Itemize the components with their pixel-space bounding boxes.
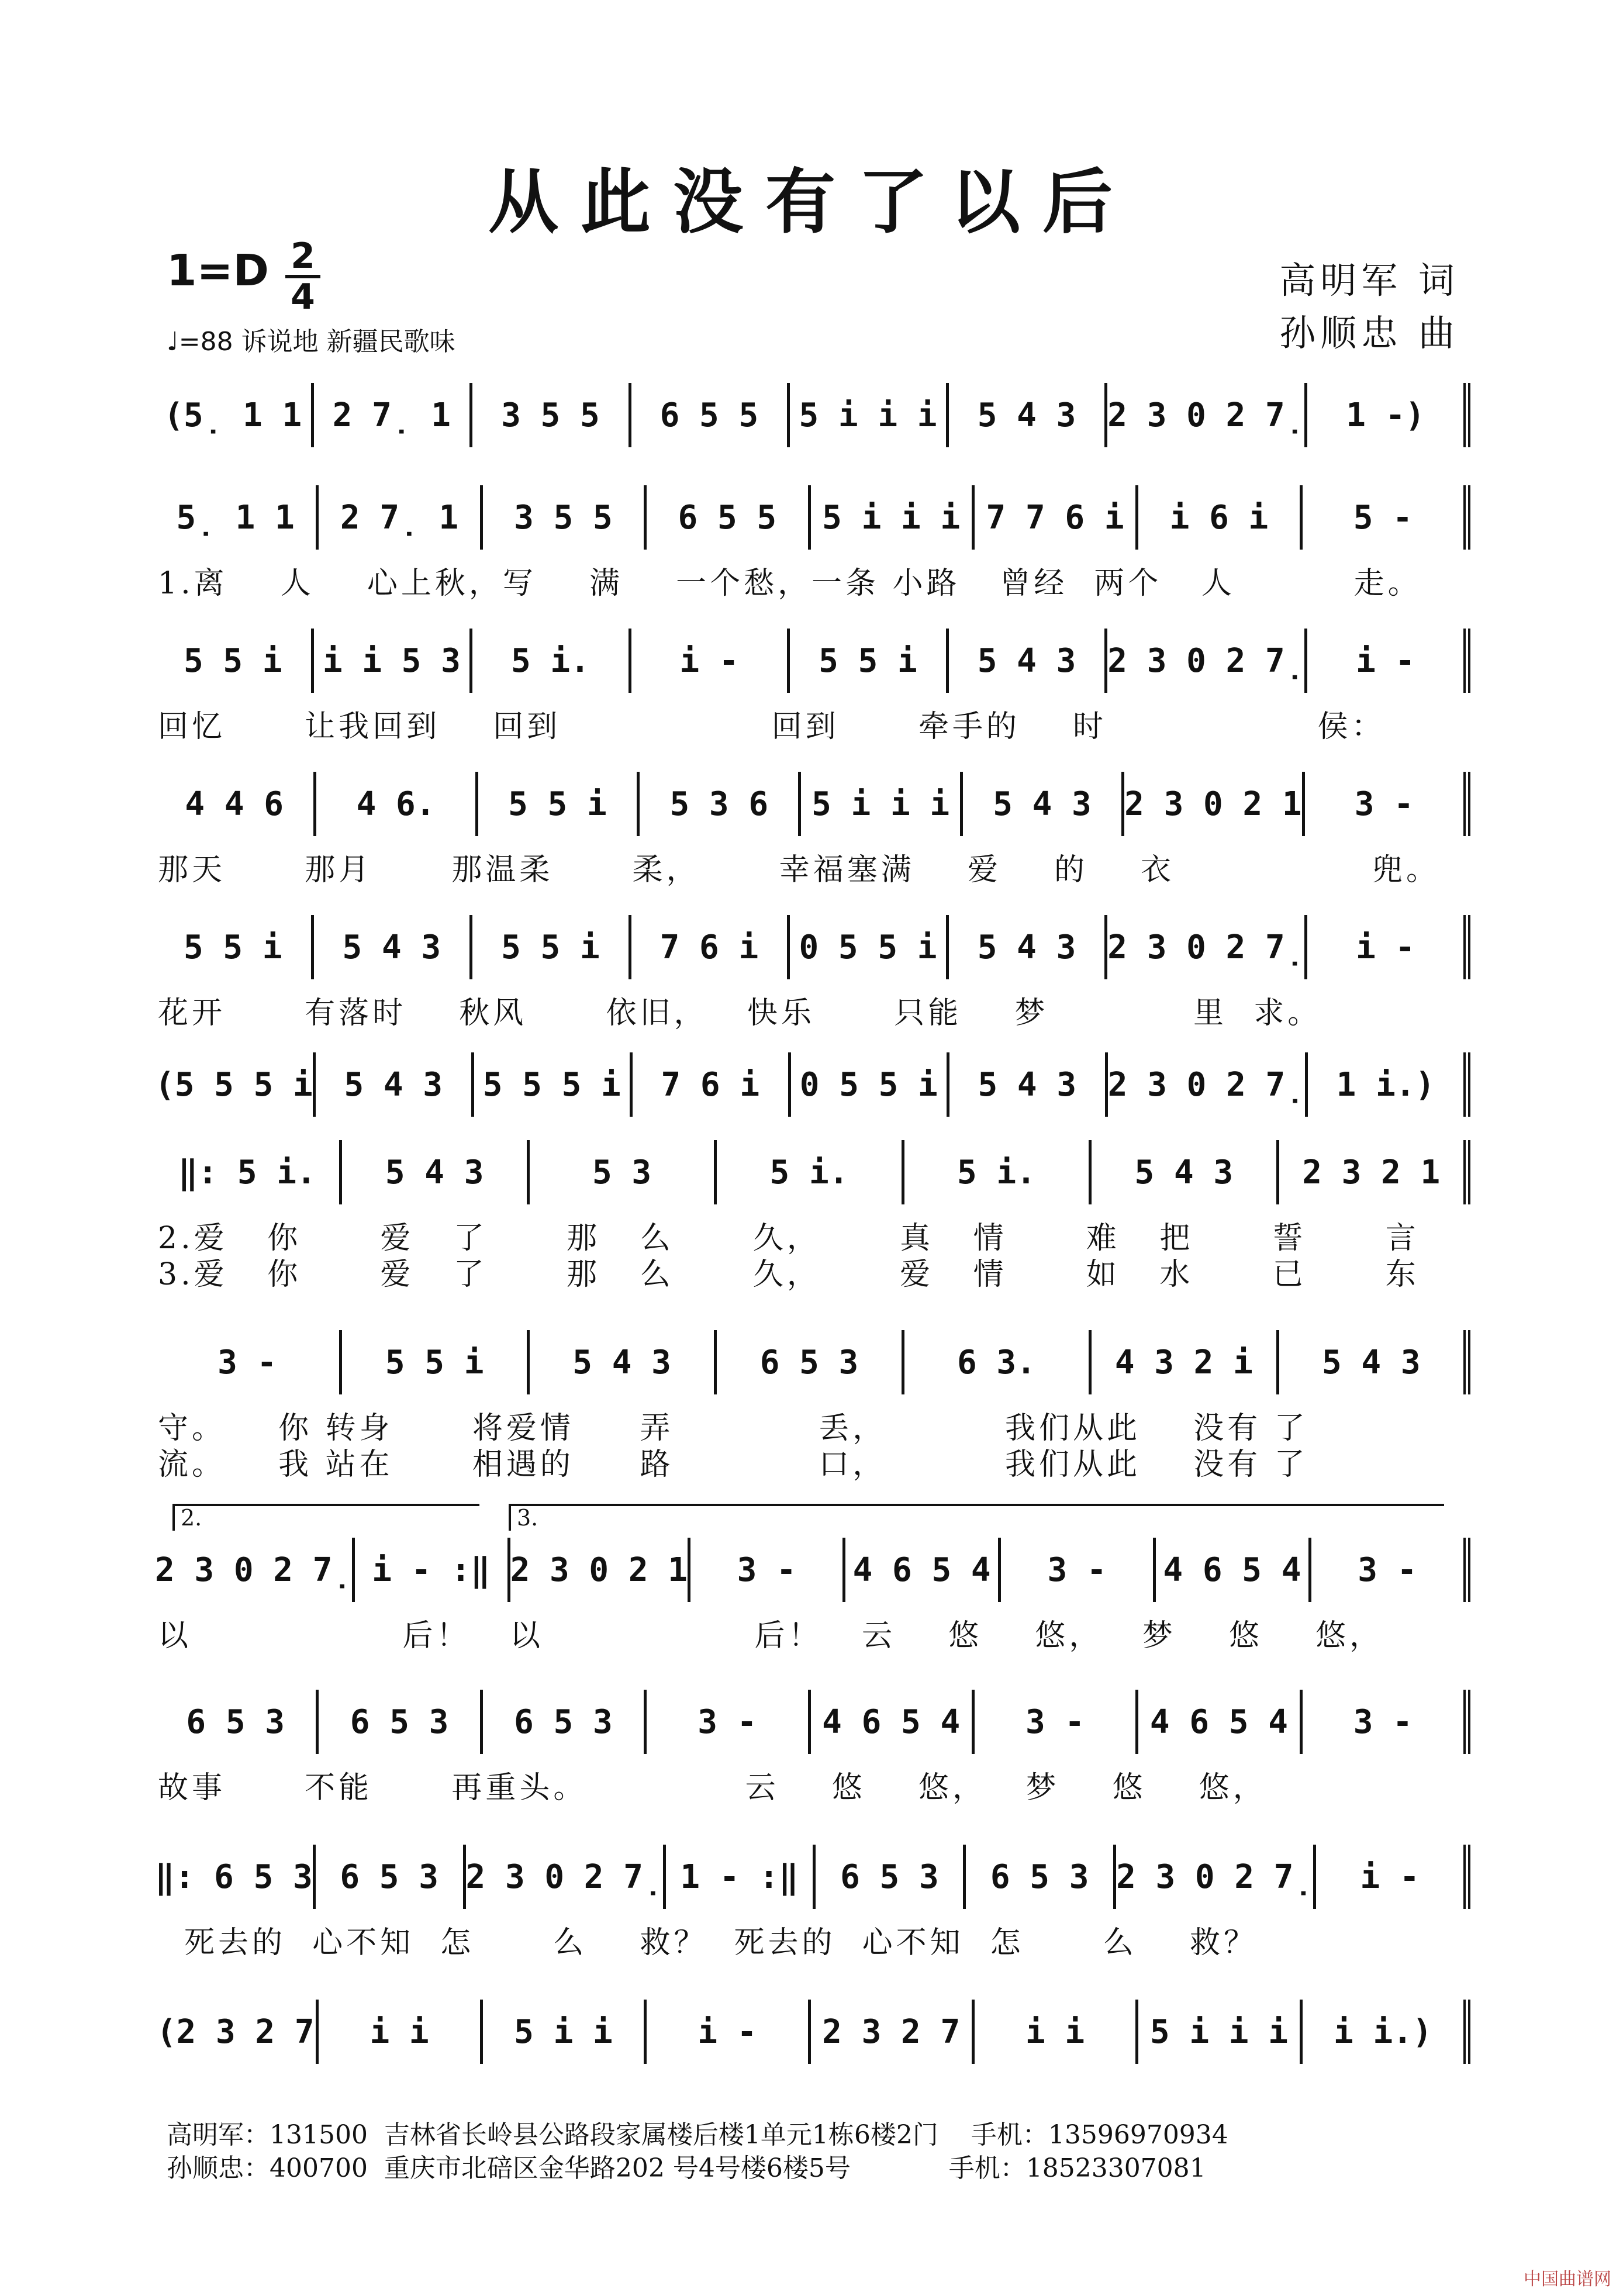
measure: 3 -	[1308, 1538, 1470, 1602]
measure: 4 6 5 4	[842, 1538, 997, 1602]
key-signature: 1=D	[167, 246, 269, 296]
measure: 6 5 3	[963, 1845, 1113, 1909]
measure: 5 i.	[714, 1140, 901, 1204]
score-row	[155, 2000, 1470, 2064]
time-signature: 2 4	[285, 239, 320, 315]
measure: 5 4 3	[311, 915, 470, 979]
measure: 6 3.	[902, 1330, 1089, 1394]
volta-label: 3.	[509, 1505, 538, 1531]
score-row	[155, 383, 1470, 447]
measure: 5 5 i	[183, 641, 282, 680]
volta-label: 2.	[172, 1505, 202, 1531]
measure: 5̣ 1 1	[176, 498, 295, 537]
score-row	[155, 1845, 1470, 1909]
measure: 5 4 3	[946, 629, 1105, 693]
lyric-line: 流。 我 站在 相遇的 路 口， 我们从此 没有 了	[158, 1447, 1308, 1482]
score-row	[155, 1330, 1470, 1394]
lyric-line: 以 后！ 以 后！ 云 悠 悠， 梦 悠 悠，	[158, 1618, 1384, 1653]
measure: 2 3 2 7	[808, 2000, 972, 2064]
measure: 7 6 i	[630, 1052, 788, 1117]
measure: 6 5 3	[186, 1703, 285, 1741]
lyric-line: 故事 不能 再重头。 云 悠 悠， 梦 悠 悠，	[158, 1770, 1267, 1805]
measure: i -	[1304, 915, 1470, 979]
measure: (5̣ 1 1	[164, 396, 302, 434]
footer-line-composer: 孙顺忠：400700 重庆市北碚区金华路202 号4号楼6楼5号 手机：18523307081	[167, 2153, 1206, 2183]
lyric-line: 守。 你 转身 将爱情 弄 丢， 我们从此 没有 了	[158, 1411, 1308, 1446]
measure: 2 3 0 2 7̣	[1113, 1845, 1313, 1909]
score-row	[155, 915, 1470, 979]
measure: 7 7 6 i	[972, 485, 1135, 550]
score-row	[155, 1538, 1470, 1602]
measure: 5 5 i	[183, 928, 282, 966]
measure: 5 4 3	[1276, 1330, 1470, 1394]
lyric-line: 3.爱 你 爱 了 那 么 久， 爱 情 如 水 已 东	[158, 1257, 1420, 1292]
measure: i i.)	[1300, 2000, 1470, 2064]
measure: 5 i i	[480, 2000, 644, 2064]
measure: 3 -	[972, 1690, 1135, 1754]
measure: 2 3 0 2 1	[507, 1538, 688, 1602]
measure: (2 3 2 7	[156, 2012, 315, 2051]
measure: 3 -	[217, 1343, 277, 1382]
lyric-line: 2.爱 你 爱 了 那 么 久， 真 情 难 把 誓 言	[158, 1221, 1420, 1256]
measure: i -	[629, 629, 788, 693]
measure: i -	[1313, 1845, 1470, 1909]
measure: i i	[316, 2000, 479, 2064]
measure: 1 - :‖	[663, 1845, 813, 1909]
measure: 5 4 3	[946, 915, 1105, 979]
measure: 2 3 0 2 7̣	[1104, 629, 1304, 693]
measure: 3 -	[1300, 1690, 1470, 1754]
measure: 2 3 0 2 1	[1121, 772, 1301, 836]
measure: 3 5 5	[469, 383, 629, 447]
measure: 5 5 5 i	[471, 1052, 630, 1117]
measure: 1 -)	[1304, 383, 1470, 447]
measure: i i 5 3	[311, 629, 470, 693]
watermark-logo: 中国曲谱网	[1524, 2269, 1611, 2290]
tempo-marking: ♩=88 诉说地 新疆民歌味	[167, 327, 455, 357]
measure: 5 i.	[469, 629, 629, 693]
measure: 5 3	[527, 1140, 714, 1204]
lyric-line: 1.离 人 心上秋，写 满 一个愁，一条 小路 曾经 两个 人 走。	[158, 566, 1422, 601]
lyric-line: 回忆 让我回到 回到 回到 牵手的 时 侯：	[158, 709, 1386, 744]
measure: 6 5 3	[714, 1330, 901, 1394]
measure: 4 6 5 4	[1135, 1690, 1299, 1754]
score-row	[155, 629, 1470, 693]
lyric-line: 死去的 心不知 怎 么 救？ 死去的 心不知 怎 么 救？	[158, 1925, 1258, 1960]
measure: 4 3 2 i	[1089, 1330, 1276, 1394]
measure: 6 5 5	[629, 383, 788, 447]
measure: 3 5 5	[480, 485, 644, 550]
composer-credit: 孙顺忠 曲	[1279, 312, 1459, 354]
measure: 7 6 i	[629, 915, 788, 979]
measure: 4 6 5 4	[808, 1690, 972, 1754]
measure: 5 i i i	[787, 383, 946, 447]
measure: 5 5 i	[475, 772, 637, 836]
measure: 6 5 3	[316, 1690, 479, 1754]
measure: 2 7̣ 1	[311, 383, 470, 447]
measure: 2 3 0 2 7̣	[463, 1845, 663, 1909]
measure: 2 3 0 2 7̣	[1104, 383, 1304, 447]
measure: 5 i.	[902, 1140, 1089, 1204]
measure: i -	[644, 2000, 807, 2064]
measure: 2 3 0 2 7̣	[1104, 915, 1304, 979]
lyric-line: 花开 有落时 秋风 依旧， 快乐 只能 梦 里 求。	[158, 996, 1322, 1031]
volta-bracket	[509, 1504, 1444, 1532]
lyricist-credit: 高明军 词	[1279, 259, 1459, 302]
measure: 2 7̣ 1	[316, 485, 479, 550]
measure: 5 4 3	[339, 1140, 526, 1204]
measure: 4 6 5 4	[1153, 1538, 1308, 1602]
lyric-line: 那天 那月 那温柔 柔， 幸福塞满 爱 的 衣 兜。	[158, 852, 1440, 888]
measure: 3 -	[644, 1690, 807, 1754]
measure: 4 4 6	[185, 785, 284, 823]
measure: 4 6.	[313, 772, 475, 836]
measure: 3 -	[998, 1538, 1153, 1602]
measure: i - :‖	[352, 1538, 507, 1602]
measure: 3 -	[688, 1538, 842, 1602]
measure: 5 5 i	[339, 1330, 526, 1394]
measure: 6 5 3	[813, 1845, 963, 1909]
measure: 5 5 i	[787, 629, 946, 693]
measure: 5 4 3	[946, 383, 1105, 447]
measure: 5 3 6	[637, 772, 798, 836]
measure: i -	[1304, 629, 1470, 693]
measure: 5 i i i	[798, 772, 959, 836]
measure: ‖: 6 5 3	[155, 1857, 313, 1896]
measure: 5 4 3	[960, 772, 1121, 836]
measure: 3 -	[1302, 772, 1470, 836]
measure: 5 5 i	[469, 915, 629, 979]
measure: 2 3 0 2 7̣	[155, 1551, 353, 1589]
measure: 2 3 0 2 7̣	[1105, 1052, 1305, 1117]
measure: ‖: 5 i.	[178, 1153, 316, 1192]
score-row	[155, 1140, 1470, 1204]
measure: 0 5 5 i	[788, 1052, 947, 1117]
measure: 5 4 3	[1089, 1140, 1276, 1204]
score-row	[155, 772, 1470, 836]
measure: i 6 i	[1135, 485, 1299, 550]
measure: 5 i i i	[808, 485, 972, 550]
measure: 5 4 3	[313, 1052, 471, 1117]
volta-bracket	[172, 1504, 479, 1532]
measure: 6 5 3	[480, 1690, 644, 1754]
measure: 5 -	[1300, 485, 1470, 550]
measure: 5 4 3	[947, 1052, 1105, 1117]
measure: 2 3 2 1	[1276, 1140, 1470, 1204]
score-row	[155, 485, 1470, 550]
footer-line-lyricist: 高明军：131500 吉林省长岭县公路段家属楼后楼1单元1栋6楼2门 手机：13596970934	[167, 2120, 1228, 2150]
measure: 5 i i i	[1135, 2000, 1299, 2064]
measure: 6 5 5	[644, 485, 807, 550]
measure: 1 i.)	[1305, 1052, 1470, 1117]
measure: 0 5 5 i	[787, 915, 946, 979]
measure: (5 5 5 i	[155, 1065, 313, 1104]
measure: 5 4 3	[527, 1330, 714, 1394]
score-row	[155, 1690, 1470, 1754]
song-title: 从此没有了以后	[488, 161, 1135, 243]
measure: 6 5 3	[313, 1845, 463, 1909]
measure: i i	[972, 2000, 1135, 2064]
score-row	[155, 1052, 1470, 1117]
